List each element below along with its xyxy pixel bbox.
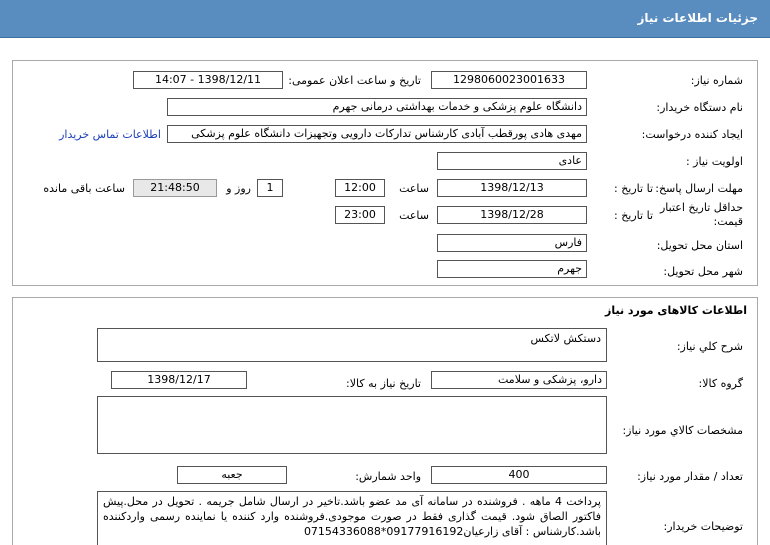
deadline-date-field[interactable]: 1398/12/13 <box>437 179 587 197</box>
remaining-label: ساعت باقی مانده <box>43 182 125 195</box>
group-field[interactable]: دارو، پزشکی و سلامت <box>431 371 607 389</box>
specs-label: مشخصات کالاي مورد نياز: <box>622 424 743 437</box>
page-title: جزئیات اطلاعات نیاز <box>637 11 758 25</box>
deadline-time-field[interactable]: 12:00 <box>335 179 385 197</box>
creator-field[interactable]: مهدی هادی پورقطب آبادی کارشناس تدارکات دارویی وتجهیزات دانشگاه علوم پزشکی <box>167 125 587 143</box>
need-date-label: تاریخ نیاز به کالا: <box>346 377 421 390</box>
announce-label: تاریخ و ساعت اعلان عمومی: <box>288 74 421 87</box>
days-field[interactable]: 1 <box>257 179 283 197</box>
buyer-label: نام دستگاه خریدار: <box>656 101 743 114</box>
notes-field[interactable]: پرداخت 4 ماهه . فروشنده در سامانه آی مد عضو باشد.تاخیر در ارسال شامل جریمه . تحویل در محل.پیش فاکتور الصاق شود. قیمت گذاری فقط در صورت موجودی.فروشنده وارد کننده یا نماینده رسمی واردکننده باشد.کارشناس : آقای زارعیان09177916192*07154336088 <box>97 491 607 545</box>
goods-section-title: اطلاعات کالاهای مورد نیاز <box>605 304 747 317</box>
desc-field[interactable]: دستکش لاتکس <box>97 328 607 362</box>
validity-time-field[interactable]: 23:00 <box>335 206 385 224</box>
days-label: روز و <box>226 182 251 195</box>
qty-field[interactable]: 400 <box>431 466 607 484</box>
specs-field[interactable] <box>97 396 607 454</box>
validity-time-label: ساعت <box>399 209 429 222</box>
need-number-field[interactable]: 1298060023001633 <box>431 71 587 89</box>
validity-date-field[interactable]: 1398/12/28 <box>437 206 587 224</box>
buyer-contact-link[interactable]: اطلاعات تماس خریدار <box>59 128 161 141</box>
group-label: گروه کالا: <box>698 377 743 390</box>
need-info-panel <box>12 60 758 286</box>
unit-label: واحد شمارش: <box>355 470 421 483</box>
notes-label: توضیحات خریدار: <box>663 520 743 533</box>
priority-field[interactable]: عادی <box>437 152 587 170</box>
qty-label: تعداد / مقدار مورد نیاز: <box>637 470 743 483</box>
validity-until-label: تا تاریخ : <box>614 209 653 222</box>
buyer-field[interactable]: دانشگاه علوم پزشکی و خدمات بهداشتی درمانی جهرم <box>167 98 587 116</box>
unit-field[interactable]: جعبه <box>177 466 287 484</box>
goods-info-panel <box>12 297 758 545</box>
province-label: استان محل تحویل: <box>656 239 743 252</box>
deadline-until-label: تا تاریخ : <box>614 182 653 195</box>
city-label: شهر محل تحویل: <box>663 265 743 278</box>
creator-label: ایجاد کننده درخواست: <box>641 128 743 141</box>
desc-label: شرح کلي نياز: <box>676 340 743 353</box>
min-validity-label: حداقل تاریخ اعتبار قیمت: <box>659 201 743 228</box>
deadline-time-label: ساعت <box>399 182 429 195</box>
announce-field[interactable]: 1398/12/11 - 14:07 <box>133 71 283 89</box>
need-date-field[interactable]: 1398/12/17 <box>111 371 247 389</box>
deadline-label: مهلت ارسال پاسخ: <box>655 182 743 195</box>
page-header <box>0 0 770 38</box>
city-field[interactable]: جهرم <box>437 260 587 278</box>
province-field[interactable]: فارس <box>437 234 587 252</box>
remaining-time-field: 21:48:50 <box>133 179 217 197</box>
priority-label: اولویت نیاز : <box>685 155 743 168</box>
need-number-label: شماره نیاز: <box>690 74 743 87</box>
